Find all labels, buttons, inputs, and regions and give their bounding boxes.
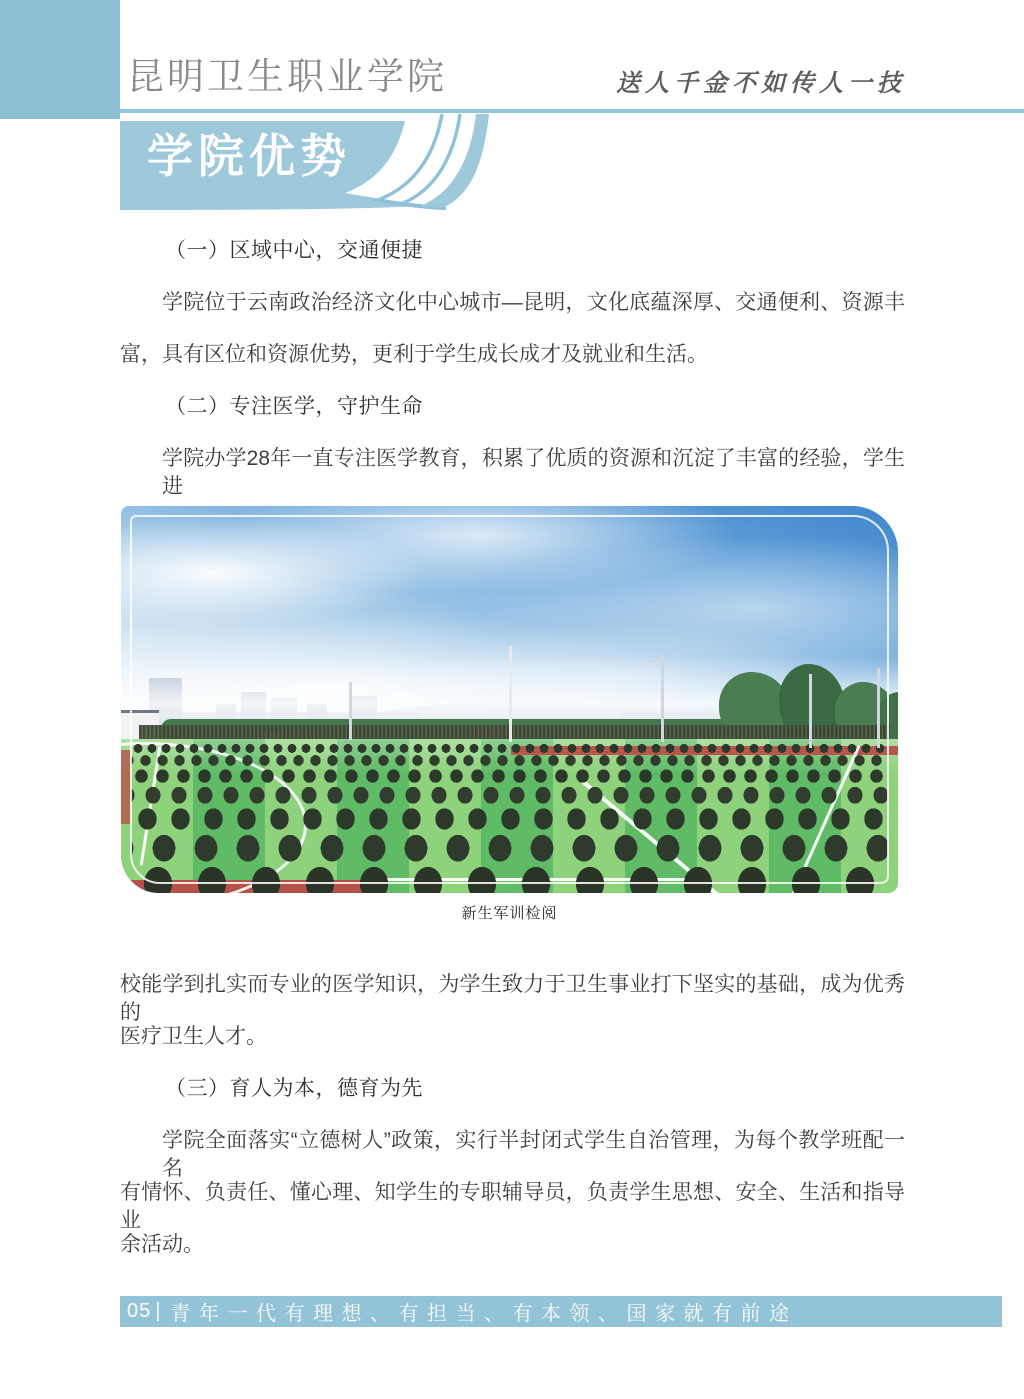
paragraph-line: 余活动。 — [120, 1233, 204, 1256]
paragraph-line: 学院全面落实“立德树人”政策，实行半封闭式学生自治管理，为每个教学班配一名 — [162, 1129, 905, 1180]
footer-bar — [120, 1296, 1002, 1327]
photo-caption: 新生军训检阅 — [461, 905, 558, 922]
paragraph-line: 有情怀、负责任、懂心理、知学生的专职辅导员，负责学生思想、安全、生活和指导业 — [120, 1181, 905, 1232]
paragraph-line: 医疗卫生人才。 — [120, 1025, 267, 1048]
footer-separator: | — [155, 1300, 161, 1322]
page-number: 05 — [127, 1300, 152, 1322]
paragraph-line: 学院办学28年一直专注医学教育，积累了优质的资源和沉淀了丰富的经验，学生进 — [162, 447, 905, 498]
footer-slogan: 青年一代有理想、有担当、有本领、国家就有前途 — [170, 1303, 798, 1325]
corner-accent-block — [0, 0, 120, 119]
photo-inner-frame — [130, 515, 889, 884]
paragraph-line: 富，具有区位和资源优势，更利于学生成长成才及就业和生活。 — [120, 343, 708, 366]
heading-moral-education: （三）育人为本，德育为先 — [165, 1077, 423, 1100]
heading-medical-focus: （二）专注医学，守护生命 — [165, 395, 423, 418]
paragraph-line: 校能学到扎实而专业的医学知识，为学生致力于卫生事业打下坚实的基础，成为优秀的 — [120, 973, 905, 1024]
header-slogan: 送人千金不如传人一技 — [616, 71, 906, 97]
school-name-title: 昆明卫生职业学院 — [127, 57, 447, 98]
military-training-photo — [121, 506, 898, 893]
section-banner-title: 学院优势 — [147, 131, 351, 182]
heading-region-center: （一）区域中心，交通便捷 — [165, 239, 423, 262]
section-banner — [120, 110, 490, 215]
paragraph-line: 学院位于云南政治经济文化中心城市—昆明，文化底蕴深厚、交通便利、资源丰 — [162, 291, 905, 314]
